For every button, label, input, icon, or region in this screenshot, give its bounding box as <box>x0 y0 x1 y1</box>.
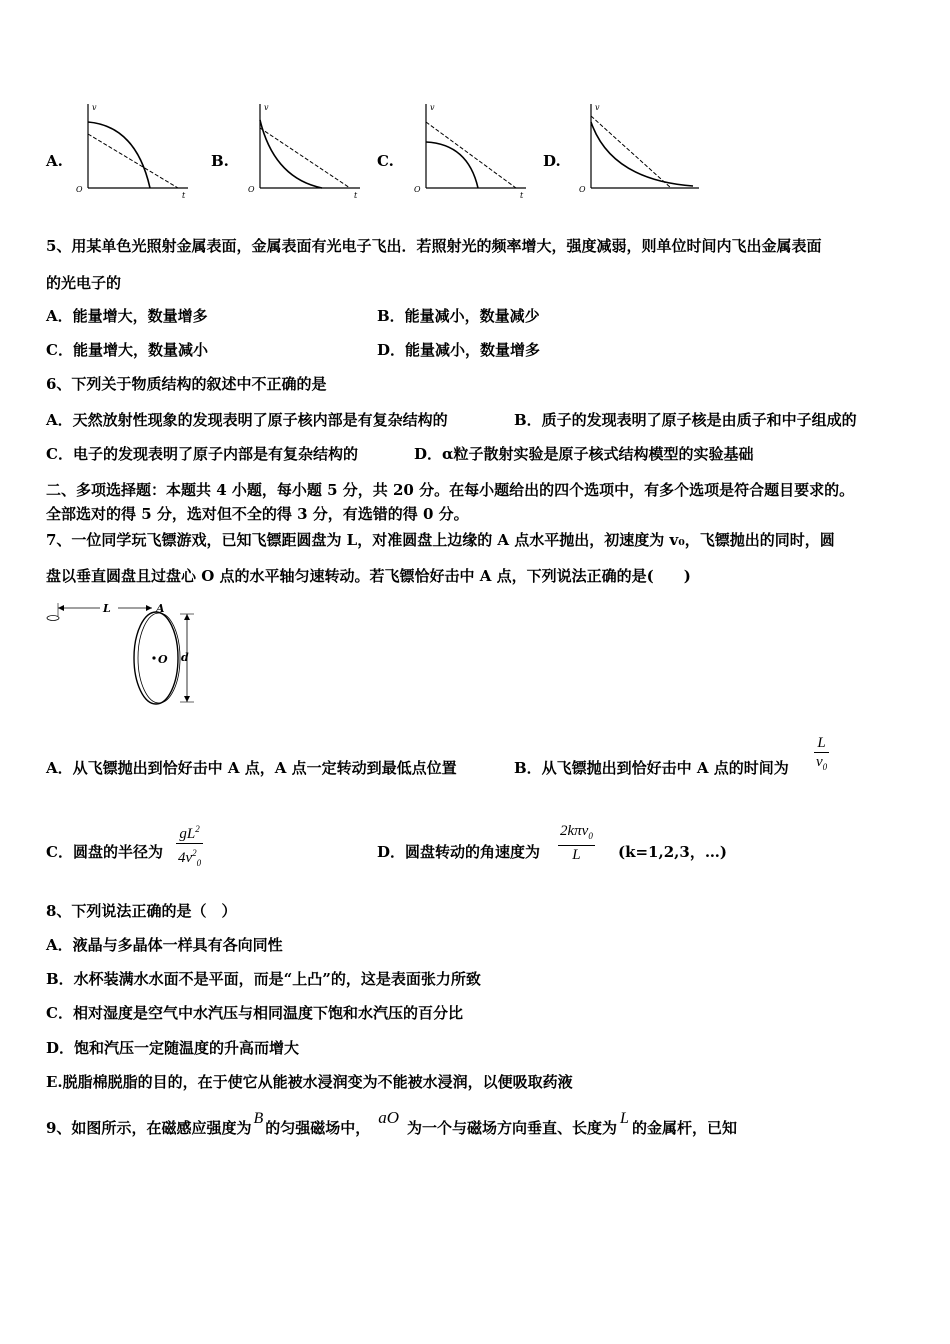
q7-option-c <box>46 842 163 862</box>
origin-label: O <box>248 185 255 194</box>
axis-t-label: t <box>354 191 358 200</box>
q6-stem: 6、下列关于物质结构的叙述中不正确的是 <box>46 375 327 393</box>
q9-part2: 的匀强磁场中， <box>265 1119 371 1137</box>
q7-option-d <box>377 842 540 862</box>
axis-v-label: v <box>264 103 269 112</box>
q5-option-b: B．能量减小，数量减少 <box>377 307 540 325</box>
q7-option-b-fraction <box>814 734 829 776</box>
axis-t-label: t <box>520 191 524 200</box>
q8-option-b: B．水杯装满水水面不是平面，而是“上凸”的，这是表面张力所致 <box>46 970 481 988</box>
fig-L-label: L <box>103 602 111 615</box>
q9-part1: 9、如图所示，在磁感应强度为 <box>46 1119 252 1137</box>
q7-option-c-fraction <box>176 820 203 872</box>
axis-v-label: v <box>595 103 600 112</box>
q8-option-a: A．液晶与多晶体一样具有各向同性 <box>46 936 283 954</box>
fig-O-label: O <box>158 653 168 666</box>
graph-c <box>410 100 530 200</box>
q9-part4: 的金属杆，已知 <box>631 1119 737 1137</box>
graph-d <box>575 100 705 200</box>
fig-d-label: d <box>181 651 189 664</box>
frac-numerator: $gL^2$ <box>176 820 203 844</box>
q6-option-d: D．α粒子散射实验是原子核式结构模型的实验基础 <box>414 445 754 463</box>
frac-numerator: L <box>814 734 829 753</box>
q5-option-c: C．能量增大，数量减小 <box>46 341 208 359</box>
q7-figure-dart-disc <box>44 598 204 708</box>
fig-A-label: A <box>156 602 165 615</box>
axis-v-label: v <box>430 103 435 112</box>
q7-option-d-tail: (k=1,2,3，…) <box>618 843 727 861</box>
q7-option-c-text: C．圆盘的半径为 <box>46 843 163 861</box>
q9-symbol-B: B <box>253 1110 264 1127</box>
q6-option-a: A．天然放射性现象的发现表明了原子核内部是有复杂结构的 <box>46 411 448 429</box>
q5-option-a: A．能量增大，数量增多 <box>46 307 208 325</box>
axis-t-label: t <box>182 191 186 200</box>
q7-stem-line1: 7、一位同学玩飞镖游戏，已知飞镖距圆盘为 L，对准圆盘上边缘的 A 点水平抛出，初速度为 v₀，飞镖抛出的同时，圆 <box>46 531 835 549</box>
q9-part3: 为一个与磁场方向垂直、长度为 <box>407 1119 618 1137</box>
graph-option-b-label: B. <box>211 152 229 170</box>
graph-option-c-label: C. <box>377 152 394 170</box>
origin-label: O <box>76 185 83 194</box>
q6-option-c: C．电子的发现表明了原子内部是有复杂结构的 <box>46 445 358 463</box>
q8-stem: 8、下列说法正确的是（ ） <box>46 902 237 920</box>
frac-numerator: 2kπv$_0$ <box>558 822 595 846</box>
q8-option-c: C．相对湿度是空气中水汽压与相同温度下饱和水汽压的百分比 <box>46 1004 463 1022</box>
q9-stem <box>46 1108 737 1139</box>
graph-b <box>244 100 364 200</box>
q5-stem-line2: 的光电子的 <box>46 274 122 292</box>
q8-option-d: D．饱和汽压一定随温度的升高而增大 <box>46 1039 300 1057</box>
q9-symbol-aO: aO <box>378 1108 400 1127</box>
q7-option-b-text: B．从飞镖抛出到恰好击中 A 点的时间为 <box>514 759 789 777</box>
section2-line2: 全部选对的得 5 分，选对但不全的得 3 分，有选错的得 0 分。 <box>46 505 469 523</box>
origin-label: O <box>414 185 421 194</box>
q6-option-b: B．质子的发现表明了原子核是由质子和中子组成的 <box>514 411 857 429</box>
q7-stem-line2: 盘以垂直圆盘且过盘心 O 点的水平轴匀速转动。若飞镖恰好击中 A 点，下列说法正确的是( ) <box>46 567 691 585</box>
q9-symbol-L: L <box>620 1110 629 1127</box>
section2-line1: 二、多项选择题：本题共 4 小题，每小题 5 分，共 20 分。在每小题给出的四个选项中，有多个选项是符合题目要求的。 <box>46 481 855 499</box>
q7-option-b <box>514 758 789 778</box>
graph-option-a-label: A. <box>46 152 63 170</box>
q7-option-d-text: D．圆盘转动的角速度为 <box>377 843 541 861</box>
frac-denominator: L <box>572 847 581 863</box>
origin-label: O <box>579 185 586 194</box>
q7-option-d-fraction <box>558 822 595 864</box>
graph-a <box>72 100 192 200</box>
q7-option-a: A．从飞镖抛出到恰好击中 A 点，A 点一定转动到最低点位置 <box>46 759 457 777</box>
graph-option-d-label: D. <box>543 152 561 170</box>
q5-stem-line1: 5、用某单色光照射金属表面，金属表面有光电子飞出．若照射光的频率增大，强度减弱，则单位时间内飞出金属表面 <box>46 237 822 255</box>
q5-option-d: D．能量减小，数量增多 <box>377 341 541 359</box>
q8-option-e: E.脱脂棉脱脂的目的，在于使它从能被水浸润变为不能被水浸润，以便吸取药液 <box>46 1073 573 1091</box>
frac-denominator: $4v^2_0$ <box>178 848 202 868</box>
frac-denominator: $v_0$ <box>816 754 828 772</box>
axis-v-label: v <box>92 103 97 112</box>
